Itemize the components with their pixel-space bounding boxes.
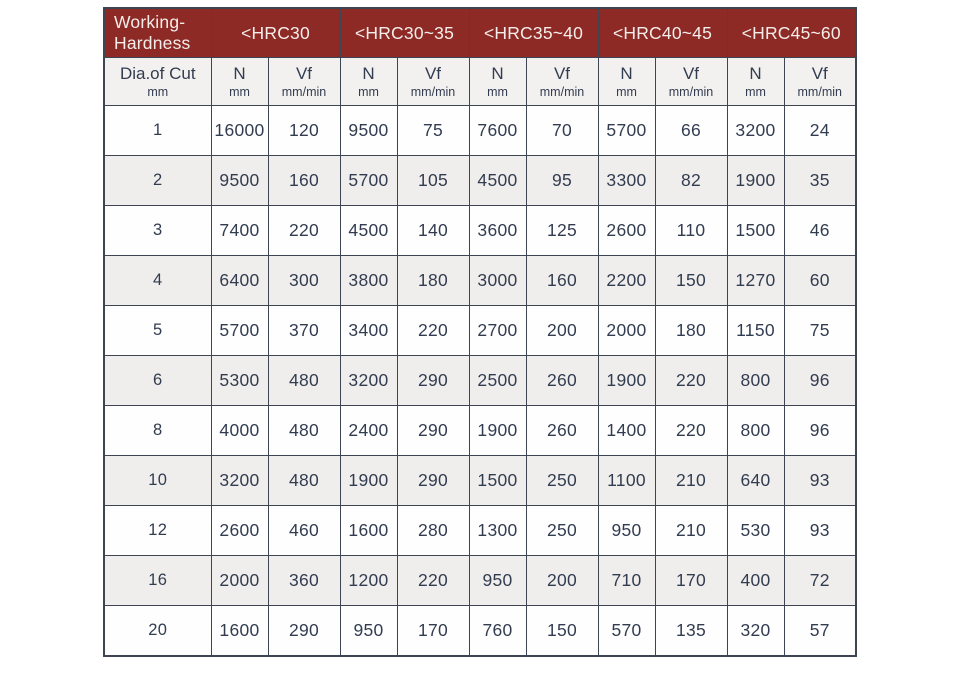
n-header <box>598 58 655 106</box>
n-value-cell: 1600 <box>211 606 268 657</box>
n-value-cell: 1900 <box>598 356 655 406</box>
vf-value-cell: 150 <box>655 256 727 306</box>
vf-value-cell: 150 <box>526 606 598 657</box>
vf-value-cell: 200 <box>526 306 598 356</box>
vf-value-cell: 110 <box>655 206 727 256</box>
n-value-cell: 1270 <box>727 256 784 306</box>
n-label: N <box>491 64 504 84</box>
vf-value-cell: 160 <box>268 156 340 206</box>
n-label: N <box>362 64 375 84</box>
table-row <box>104 456 856 506</box>
vf-value-cell: 290 <box>397 406 469 456</box>
vf-value-cell: 93 <box>784 506 856 556</box>
table-row <box>104 356 856 406</box>
vf-value-cell: 290 <box>268 606 340 657</box>
hardness-col-header-hrc30-35: <HRC30~35 <box>340 8 469 58</box>
vf-value-cell: 75 <box>784 306 856 356</box>
dia-cell: 6 <box>104 356 211 406</box>
n-value-cell: 3000 <box>469 256 526 306</box>
cutting-parameters-table <box>103 7 857 657</box>
dia-cell: 3 <box>104 206 211 256</box>
vf-value-cell: 82 <box>655 156 727 206</box>
n-label: N <box>620 64 633 84</box>
vf-value-cell: 260 <box>526 356 598 406</box>
n-value-cell: 5700 <box>340 156 397 206</box>
n-label: N <box>233 64 246 84</box>
n-value-cell: 5300 <box>211 356 268 406</box>
n-value-cell: 3800 <box>340 256 397 306</box>
n-value-cell: 400 <box>727 556 784 606</box>
vf-value-cell: 96 <box>784 406 856 456</box>
vf-value-cell: 220 <box>655 406 727 456</box>
working-hardness-line2: Hardness <box>114 33 191 53</box>
vf-value-cell: 200 <box>526 556 598 606</box>
dia-cell: 1 <box>104 106 211 156</box>
dia-cell: 2 <box>104 156 211 206</box>
vf-value-cell: 250 <box>526 456 598 506</box>
dia-of-cut-label: Dia.of Cut <box>119 64 196 84</box>
vf-value-cell: 66 <box>655 106 727 156</box>
n-value-cell: 3400 <box>340 306 397 356</box>
hardness-col-header-hrc40-45: <HRC40~45 <box>598 8 727 58</box>
working-hardness-header <box>104 8 211 58</box>
n-unit: mm <box>745 84 766 99</box>
working-hardness-line1: Working- <box>114 11 186 32</box>
n-value-cell: 2000 <box>598 306 655 356</box>
vf-value-cell: 160 <box>526 256 598 306</box>
vf-label: Vf <box>553 64 571 84</box>
n-value-cell: 2600 <box>211 506 268 556</box>
n-value-cell: 1300 <box>469 506 526 556</box>
table-row <box>104 406 856 456</box>
vf-value-cell: 220 <box>268 206 340 256</box>
n-value-cell: 1600 <box>340 506 397 556</box>
vf-value-cell: 220 <box>655 356 727 406</box>
table-row <box>104 206 856 256</box>
vf-label: Vf <box>424 64 442 84</box>
vf-value-cell: 210 <box>655 456 727 506</box>
vf-value-cell: 210 <box>655 506 727 556</box>
vf-value-cell: 93 <box>784 456 856 506</box>
table-row <box>104 556 856 606</box>
table-row <box>104 306 856 356</box>
n-value-cell: 4000 <box>211 406 268 456</box>
n-value-cell: 9500 <box>211 156 268 206</box>
dia-cell: 16 <box>104 556 211 606</box>
vf-value-cell: 370 <box>268 306 340 356</box>
vf-header <box>526 58 598 106</box>
n-value-cell: 3200 <box>727 106 784 156</box>
n-value-cell: 760 <box>469 606 526 657</box>
dia-of-cut-header <box>104 58 211 106</box>
n-value-cell: 640 <box>727 456 784 506</box>
n-value-cell: 800 <box>727 356 784 406</box>
n-value-cell: 6400 <box>211 256 268 306</box>
vf-label: Vf <box>682 64 700 84</box>
vf-value-cell: 480 <box>268 356 340 406</box>
vf-unit: mm/min <box>797 84 842 99</box>
n-value-cell: 1900 <box>340 456 397 506</box>
table-row <box>104 106 856 156</box>
n-header <box>469 58 526 106</box>
vf-value-cell: 300 <box>268 256 340 306</box>
vf-value-cell: 220 <box>397 306 469 356</box>
vf-value-cell: 360 <box>268 556 340 606</box>
vf-value-cell: 140 <box>397 206 469 256</box>
n-value-cell: 1500 <box>727 206 784 256</box>
dia-cell: 12 <box>104 506 211 556</box>
n-value-cell: 4500 <box>469 156 526 206</box>
vf-value-cell: 57 <box>784 606 856 657</box>
n-value-cell: 2500 <box>469 356 526 406</box>
n-value-cell: 1100 <box>598 456 655 506</box>
n-value-cell: 16000 <box>211 106 268 156</box>
table-row <box>104 156 856 206</box>
vf-value-cell: 250 <box>526 506 598 556</box>
vf-header <box>655 58 727 106</box>
vf-value-cell: 24 <box>784 106 856 156</box>
n-value-cell: 1150 <box>727 306 784 356</box>
dia-cell: 4 <box>104 256 211 306</box>
vf-label: Vf <box>295 64 313 84</box>
vf-value-cell: 460 <box>268 506 340 556</box>
vf-value-cell: 72 <box>784 556 856 606</box>
vf-value-cell: 180 <box>397 256 469 306</box>
vf-value-cell: 96 <box>784 356 856 406</box>
vf-value-cell: 46 <box>784 206 856 256</box>
vf-value-cell: 180 <box>655 306 727 356</box>
n-value-cell: 2200 <box>598 256 655 306</box>
n-value-cell: 3300 <box>598 156 655 206</box>
n-value-cell: 710 <box>598 556 655 606</box>
n-header <box>340 58 397 106</box>
n-value-cell: 1900 <box>727 156 784 206</box>
vf-value-cell: 170 <box>397 606 469 657</box>
table-row <box>104 506 856 556</box>
dia-cell: 5 <box>104 306 211 356</box>
n-value-cell: 5700 <box>211 306 268 356</box>
vf-unit: mm/min <box>410 84 456 99</box>
vf-value-cell: 120 <box>268 106 340 156</box>
n-value-cell: 2600 <box>598 206 655 256</box>
n-value-cell: 5700 <box>598 106 655 156</box>
n-value-cell: 1200 <box>340 556 397 606</box>
n-value-cell: 1900 <box>469 406 526 456</box>
n-value-cell: 320 <box>727 606 784 657</box>
dia-cell: 20 <box>104 606 211 657</box>
n-value-cell: 1500 <box>469 456 526 506</box>
n-header <box>727 58 784 106</box>
n-label: N <box>749 64 762 84</box>
n-value-cell: 950 <box>469 556 526 606</box>
vf-value-cell: 105 <box>397 156 469 206</box>
n-unit: mm <box>229 84 250 99</box>
n-unit: mm <box>487 84 508 99</box>
n-value-cell: 9500 <box>340 106 397 156</box>
vf-value-cell: 290 <box>397 356 469 406</box>
vf-value-cell: 170 <box>655 556 727 606</box>
vf-value-cell: 480 <box>268 406 340 456</box>
n-unit: mm <box>358 84 379 99</box>
vf-value-cell: 125 <box>526 206 598 256</box>
dia-cell: 8 <box>104 406 211 456</box>
n-value-cell: 3200 <box>211 456 268 506</box>
n-value-cell: 2400 <box>340 406 397 456</box>
hardness-col-header-hrc35-40: <HRC35~40 <box>469 8 598 58</box>
table-row <box>104 256 856 306</box>
hardness-col-header-hrc45-60: <HRC45~60 <box>727 8 856 58</box>
vf-header <box>784 58 856 106</box>
vf-value-cell: 220 <box>397 556 469 606</box>
vf-value-cell: 290 <box>397 456 469 506</box>
vf-header <box>397 58 469 106</box>
vf-label: Vf <box>811 64 828 84</box>
n-value-cell: 4500 <box>340 206 397 256</box>
n-value-cell: 1400 <box>598 406 655 456</box>
vf-header <box>268 58 340 106</box>
vf-value-cell: 280 <box>397 506 469 556</box>
vf-value-cell: 60 <box>784 256 856 306</box>
hardness-col-header-hrc30: <HRC30 <box>211 8 340 58</box>
n-unit: mm <box>616 84 637 99</box>
sub-header-row <box>104 58 856 106</box>
table-row <box>104 606 856 657</box>
n-value-cell: 2700 <box>469 306 526 356</box>
vf-unit: mm/min <box>539 84 585 99</box>
n-header <box>211 58 268 106</box>
vf-value-cell: 135 <box>655 606 727 657</box>
n-value-cell: 570 <box>598 606 655 657</box>
hardness-header-row <box>104 8 856 58</box>
table-body <box>104 106 856 657</box>
n-value-cell: 530 <box>727 506 784 556</box>
vf-unit: mm/min <box>281 84 327 99</box>
n-value-cell: 7600 <box>469 106 526 156</box>
n-value-cell: 800 <box>727 406 784 456</box>
vf-value-cell: 35 <box>784 156 856 206</box>
vf-value-cell: 70 <box>526 106 598 156</box>
n-value-cell: 3200 <box>340 356 397 406</box>
n-value-cell: 3600 <box>469 206 526 256</box>
n-value-cell: 950 <box>598 506 655 556</box>
vf-value-cell: 480 <box>268 456 340 506</box>
dia-of-cut-unit: mm <box>147 84 169 99</box>
vf-unit: mm/min <box>668 84 714 99</box>
vf-value-cell: 260 <box>526 406 598 456</box>
vf-value-cell: 75 <box>397 106 469 156</box>
n-value-cell: 2000 <box>211 556 268 606</box>
n-value-cell: 7400 <box>211 206 268 256</box>
vf-value-cell: 95 <box>526 156 598 206</box>
n-value-cell: 950 <box>340 606 397 657</box>
dia-cell: 10 <box>104 456 211 506</box>
